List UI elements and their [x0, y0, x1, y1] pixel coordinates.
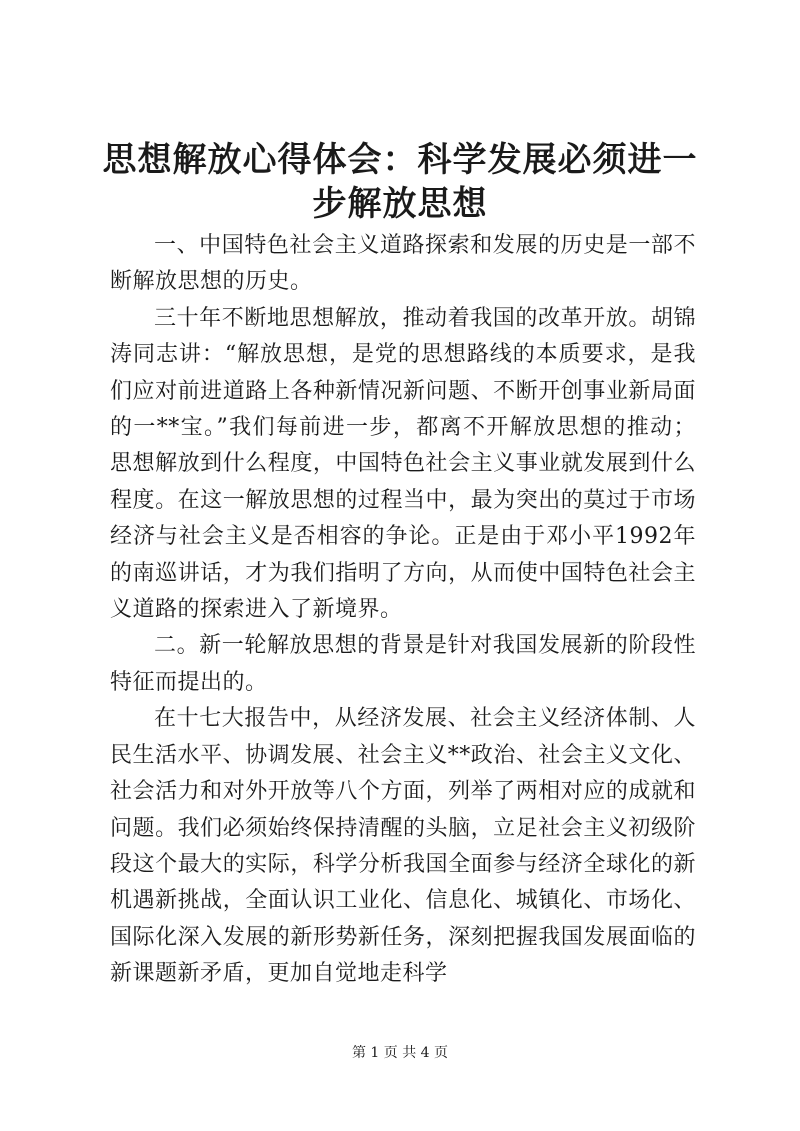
paragraph-4: 在十七大报告中，从经济发展、社会主义经济体制、人民生活水平、协调发展、社会主义**政治、社会主义文化、社会活力和对外开放等八个方面，列举了两相对应的成就和问题。我们必须始终保持清醒的头脑，立足社会主义初级阶段这个最大的实际，科学分析我国全面参与经济全球化的新机遇新挑战，全面认识工业化、信息化、城镇化、市场化、国际化深入发展的新形势新任务，深刻把握我国发展面临的新课题新矛盾，更加自觉地走科学 [110, 706, 696, 987]
document-title: 思想解放心得体会：科学发展必须进一步解放思想 [102, 140, 698, 224]
page-number-footer: 第 1 页 共 4 页 [351, 1045, 449, 1061]
paragraph-2: 三十年不断地思想解放，推动着我国的改革开放。胡锦涛同志讲：“解放思想，是党的思想路线的本质要求，是我们应对前进道路上各种新情况新问题、不断开创事业新局面的一**宝。”我们每前进一步，都离不开解放思想的推动；思想解放到什么程度，中国特色社会主义事业就发展到什么程度。在这一解放思想的过程当中，最为突出的莫过于市场经济与社会主义是否相容的争论。正是由于邓小平1992年的南巡讲话，才为我们指明了方向，从而使中国特色社会主义道路的探索进入了新境界。 [110, 305, 696, 623]
paragraph-1: 一、中国特色社会主义道路探索和发展的历史是一部不断解放思想的历史。 [110, 233, 696, 295]
document-body [110, 228, 696, 993]
paragraph-3: 二。新一轮解放思想的背景是针对我国发展新的阶段性特征而提出的。 [110, 633, 696, 695]
